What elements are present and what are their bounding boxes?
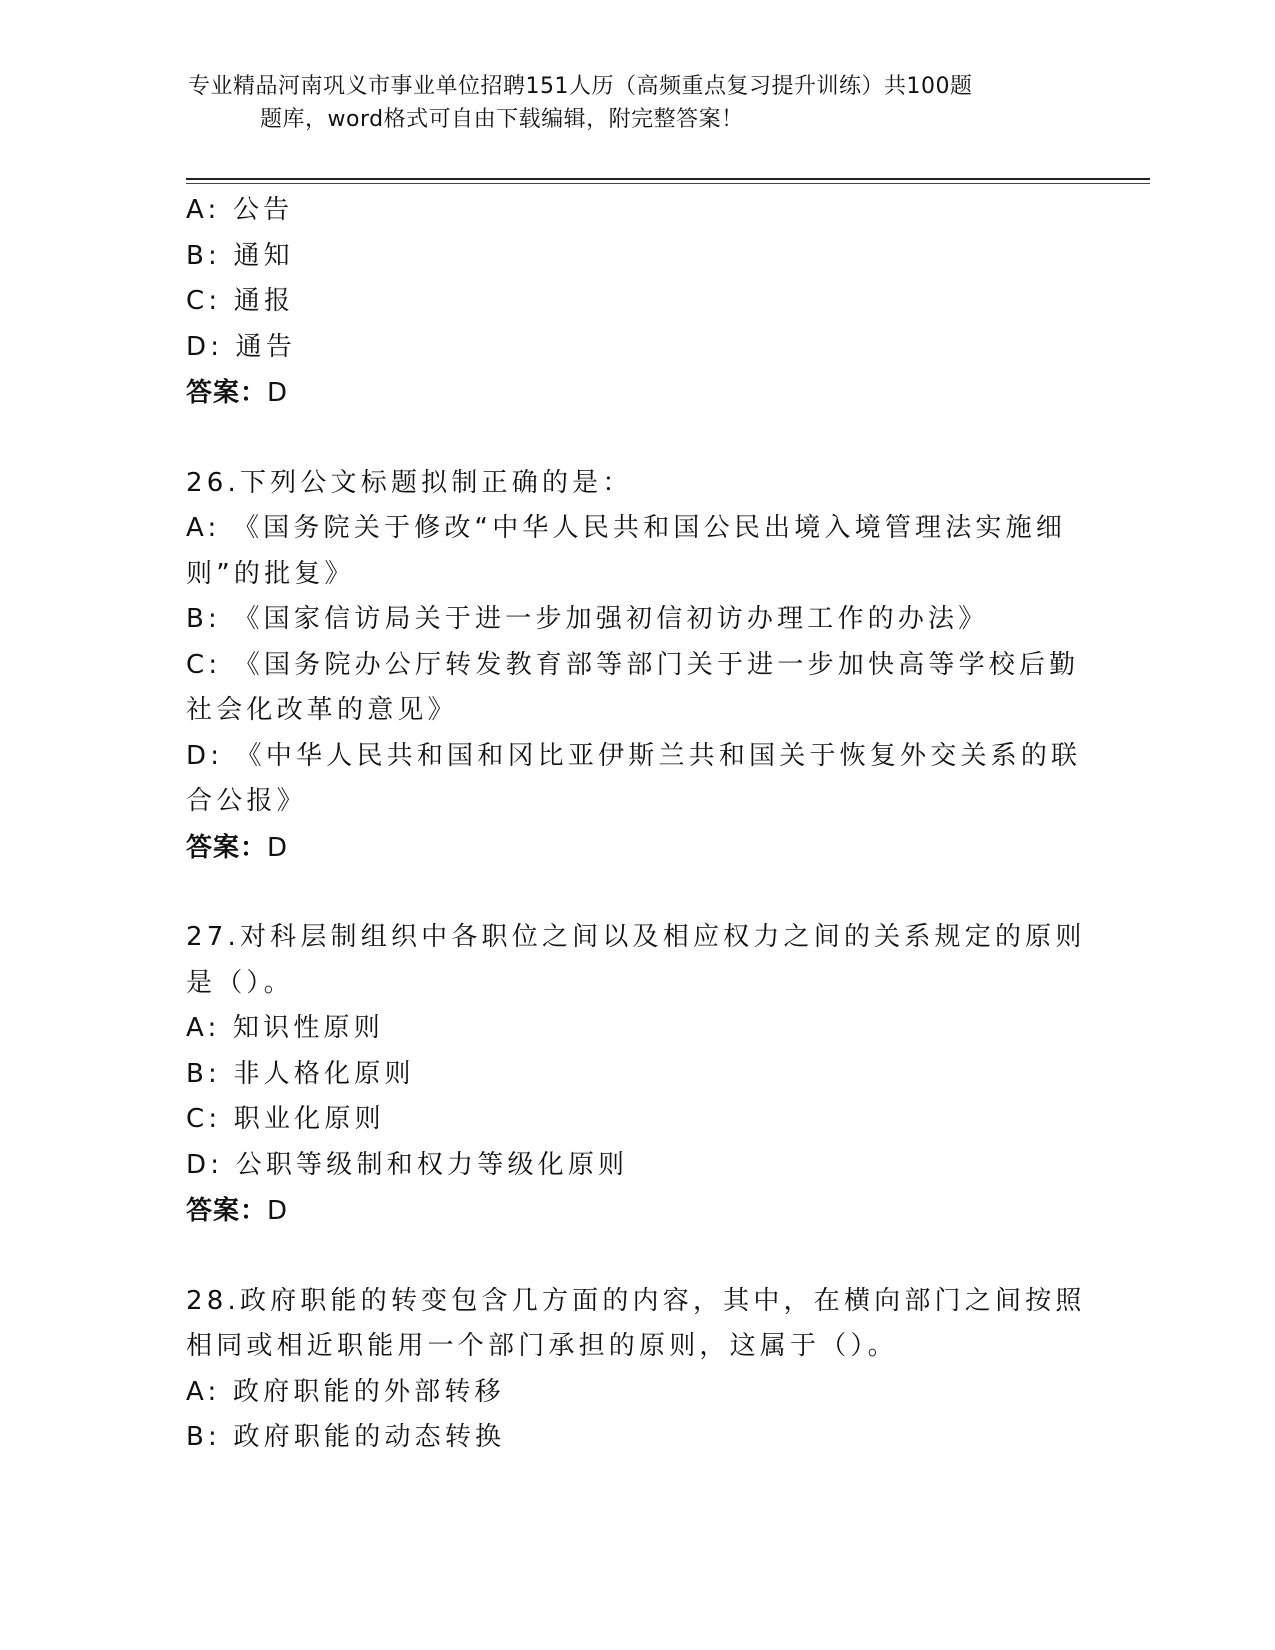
q27-option-a: A: 知识性原则 (186, 1013, 384, 1043)
q26-answer-value: D (267, 832, 289, 863)
spacer (186, 871, 1086, 915)
question-27-block (186, 915, 1086, 1235)
q28-option-b: B: 政府职能的动态转换 (186, 1422, 506, 1452)
q25-answer (186, 370, 1086, 417)
header-title-line1: 专业精品河南巩义市事业单位招聘151人历（高频重点复习提升训练）共100题 (188, 74, 973, 99)
q26-option-d: D: 《中华人民共和国和冈比亚伊斯兰共和国关于恢复外交关系的联合公报》 (186, 740, 1082, 816)
q26-question: 26.下列公文标题拟制正确的是： (186, 467, 633, 498)
q27-option-d: D: 公职等级制和权力等级化原则 (186, 1149, 629, 1180)
q27-answer-value: D (267, 1196, 289, 1226)
document-header (188, 70, 1068, 136)
q28-question: 28.政府职能的转变包含几方面的内容，其中，在横向部门之间按照相同或相近职能用一个部门承担的原则，这属于（）。 (186, 1285, 1086, 1361)
q28-option-a: A: 政府职能的外部转移 (186, 1376, 505, 1407)
spacer (186, 417, 1086, 461)
q25-option-b: B: 通知 (186, 240, 294, 271)
question-28-block (186, 1279, 1086, 1461)
q25-answer-value: D (267, 378, 289, 408)
q25-answer-label: 答案： (186, 377, 268, 407)
question-26-block (186, 461, 1086, 872)
spacer (186, 1235, 1086, 1279)
q26-option-b: B: 《国家信访局关于进一步加强初信初访办理工作的办法》 (186, 604, 989, 634)
header-rule-thick (186, 178, 1150, 180)
header-rule-thin (186, 183, 1150, 184)
question-25-block (186, 188, 1086, 417)
q27-answer-label: 答案： (186, 1195, 268, 1225)
q27-answer (186, 1188, 1086, 1235)
q26-answer-label: 答案： (186, 831, 268, 862)
q25-option-d: D: 通告 (186, 331, 297, 362)
q26-option-c: C: 《国务院办公厅转发教育部等部门关于进一步加快高等学校后勤社会化改革的意见》 (186, 649, 1080, 725)
q27-question: 27.对科层制组织中各职位之间以及相应权力之间的关系规定的原则是（）。 (186, 922, 1086, 998)
q27-option-b: B: 非人格化原则 (186, 1058, 415, 1089)
document-body (186, 188, 1086, 1461)
q27-option-c: C: 职业化原则 (186, 1104, 385, 1134)
header-title-line2: 题库，word格式可自由下载编辑，附完整答案！ (260, 107, 744, 132)
q25-option-a: A: 公告 (186, 195, 294, 225)
q25-option-c: C: 通报 (186, 286, 295, 316)
q26-option-a: A: 《国务院关于修改“中华人民共和国公民出境入境管理法实施细则”的批复》 (186, 513, 1067, 589)
q26-answer (186, 825, 1086, 872)
